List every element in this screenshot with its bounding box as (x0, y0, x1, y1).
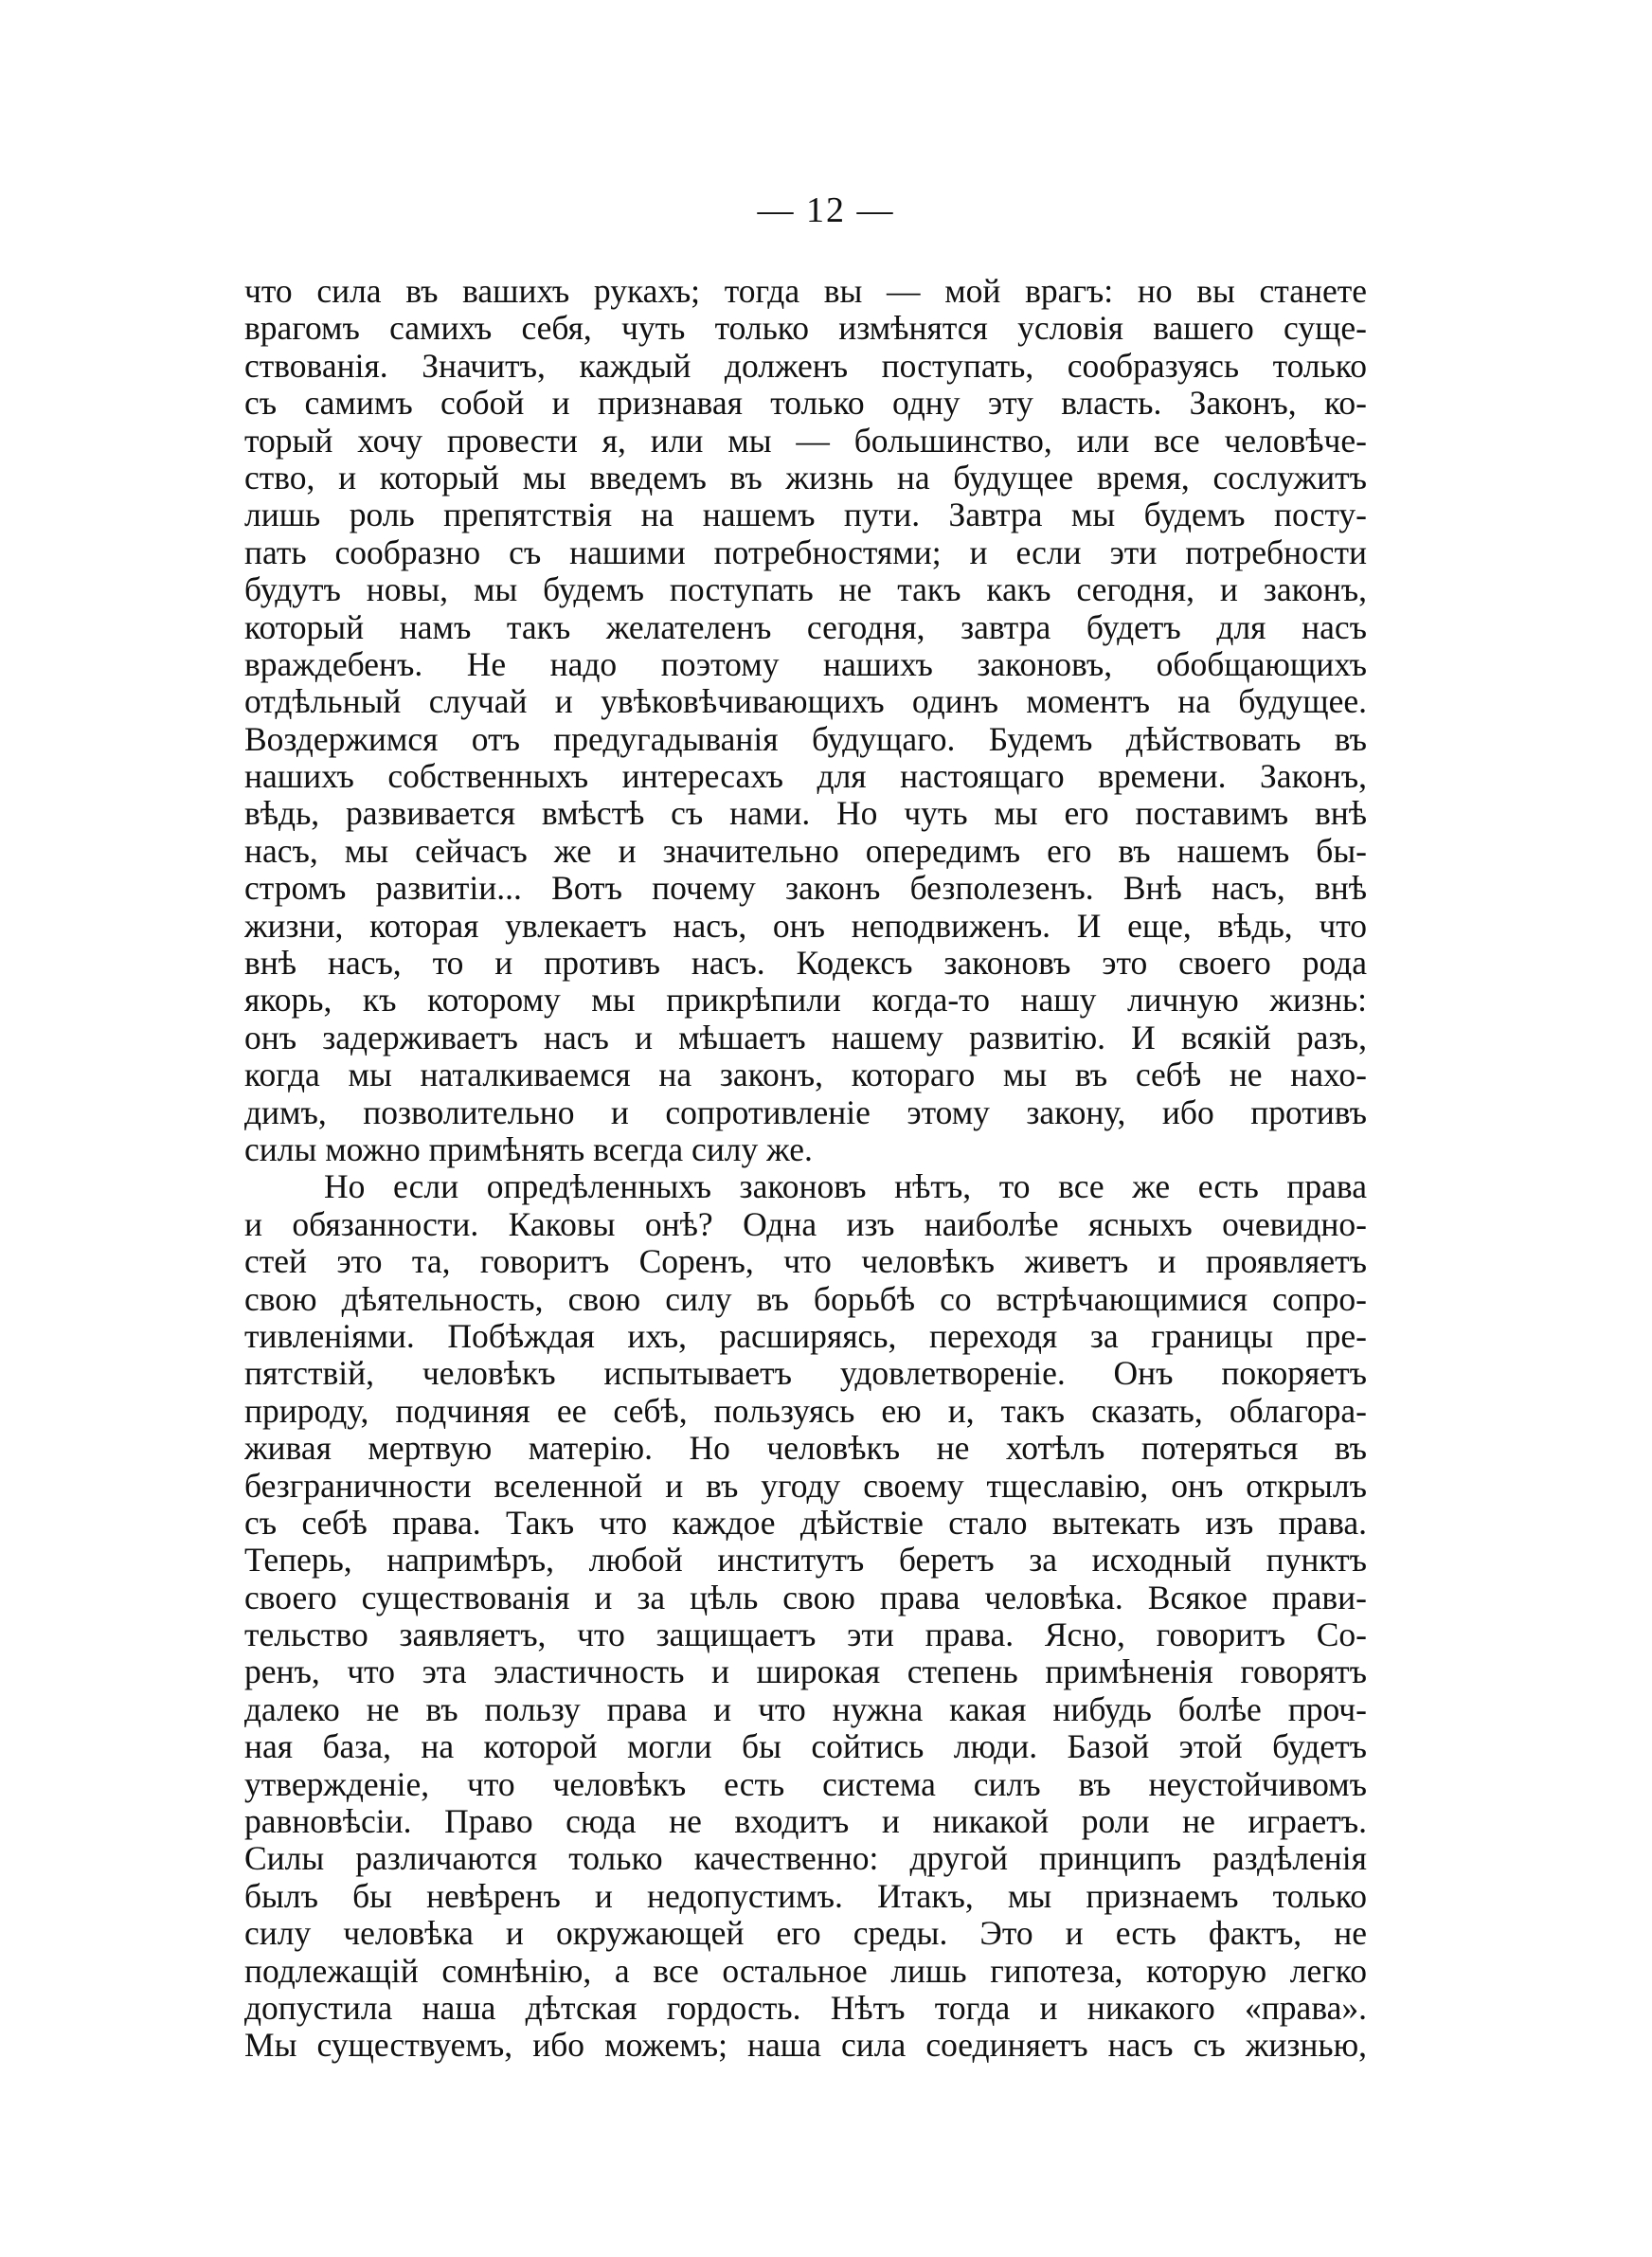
body-text (244, 273, 1367, 2065)
text-line: отдѣльный случай и увѣковѣчивающихъ одинъ моментъ на будущее. (244, 683, 1367, 721)
text-line: нашихъ собственныхъ интересахъ для настоящаго времени. Законъ, (244, 758, 1367, 796)
text-line: ствованія. Значитъ, каждый долженъ поступать, сообразуясь только (244, 347, 1367, 385)
text-line: ренъ, что эта эластичность и широкая степень примѣненія говорятъ (244, 1653, 1367, 1691)
text-line: димъ, позволительно и сопротивленіе этому закону, ибо противъ (244, 1093, 1367, 1131)
text-line: съ самимъ собой и признавая только одну эту власть. Законъ, ко- (244, 385, 1367, 423)
text-line: далеко не въ пользу права и что нужна какая нибудь болѣе проч- (244, 1690, 1367, 1728)
text-line: Воздержимся отъ предугадыванія будущаго. Будемъ дѣйствовать въ (244, 720, 1367, 758)
text-line: Но если опредѣленныхъ законовъ нѣтъ, то все же есть права (324, 1168, 1367, 1206)
text-line: равновѣсіи. Право сюда не входитъ и никакой роли не играетъ. (244, 1803, 1367, 1841)
text-line: свою дѣятельность, свою силу въ борьбѣ со встрѣчающимися сопро- (244, 1280, 1367, 1318)
text-line: стромъ развитіи... Вотъ почему законъ безполезенъ. Внѣ насъ, внѣ (244, 870, 1367, 908)
text-line: ство, и который мы введемъ въ жизнь на будущее время, сослужитъ (244, 459, 1367, 497)
text-line: что сила въ вашихъ рукахъ; тогда вы — мой врагъ: но вы станете (244, 273, 1367, 310)
text-line: который намъ такъ желателенъ сегодня, завтра будетъ для насъ (244, 608, 1367, 646)
text-line: своего существованія и за цѣль свою права человѣка. Всякое прави- (244, 1579, 1367, 1616)
paragraph (244, 1168, 1367, 2064)
text-line: живая мертвую матерію. Но человѣкъ не хотѣлъ потеряться въ (244, 1430, 1367, 1468)
text-line: безграничности вселенной и въ угоду своему тщеславію, онъ открылъ (244, 1467, 1367, 1505)
text-line: вѣдь, развивается вмѣстѣ съ нами. Но чуть мы его поставимъ внѣ (244, 795, 1367, 833)
text-line: допустила наша дѣтская гордость. Нѣтъ тогда и никакого «права». (244, 1989, 1367, 2027)
text-line: съ себѣ права. Такъ что каждое дѣйствіе стало вытекать изъ права. (244, 1504, 1367, 1542)
text-line: утвержденіе, что человѣкъ есть система силъ въ неустойчивомъ (244, 1765, 1367, 1803)
text-line: внѣ насъ, то и противъ насъ. Кодексъ законовъ это своего рода (244, 945, 1367, 983)
text-line: тельство заявляетъ, что защищаетъ эти права. Ясно, говоритъ Со- (244, 1616, 1367, 1654)
text-line: когда мы наталкиваемся на законъ, котораго мы въ себѣ не нахо- (244, 1056, 1367, 1094)
text-line: силы можно примѣнять всегда силу же. (244, 1130, 813, 1168)
text-line: будутъ новы, мы будемъ поступать не такъ какъ сегодня, и законъ, (244, 571, 1367, 609)
text-line: тивленіями. Побѣждая ихъ, расширяясь, переходя за границы пре- (244, 1317, 1367, 1355)
text-line: и обязанности. Каковы онѣ? Одна изъ наиболѣе ясныхъ очевидно- (244, 1205, 1367, 1243)
text-line: враждебенъ. Не надо поэтому нашихъ законовъ, обобщающихъ (244, 645, 1367, 683)
text-line: природу, подчиняя ее себѣ, пользуясь ею и, такъ сказать, облагора- (244, 1392, 1367, 1430)
text-line: торый хочу провести я, или мы — большинство, или все человѣче- (244, 422, 1367, 460)
text-line: пать сообразно съ нашими потребностями; и если эти потребности (244, 533, 1367, 571)
text-line: Мы существуемъ, ибо можемъ; наша сила соединяетъ насъ съ жизнью, (244, 2027, 1367, 2065)
text-line: Теперь, напримѣръ, любой институтъ беретъ за исходный пунктъ (244, 1542, 1367, 1580)
text-line: былъ бы невѣренъ и недопустимъ. Итакъ, мы признаемъ только (244, 1877, 1367, 1915)
page-number: — 12 — (757, 190, 895, 230)
paragraph (244, 273, 1367, 1168)
text-line: силу человѣка и окружающей его среды. Это и есть фактъ, не (244, 1915, 1367, 1953)
text-line: лишь роль препятствія на нашемъ пути. Завтра мы будемъ посту- (244, 497, 1367, 534)
text-line: жизни, которая увлекаетъ насъ, онъ неподвиженъ. И еще, вѣдь, что (244, 907, 1367, 945)
text-line: стей это та, говоритъ Соренъ, что человѣкъ живетъ и проявляетъ (244, 1243, 1367, 1281)
text-line: онъ задерживаетъ насъ и мѣшаетъ нашему развитію. И всякій разъ, (244, 1019, 1367, 1056)
text-line: подлежащій сомнѣнію, а все остальное лишь гипотеза, которую легко (244, 1952, 1367, 1990)
text-line: врагомъ самихъ себя, чуть только измѣнятся условія вашего суще- (244, 310, 1367, 348)
text-line: Силы различаются только качественно: другой принципъ раздѣленія (244, 1840, 1367, 1878)
text-line: ная база, на которой могли бы сойтись люди. Базой этой будетъ (244, 1728, 1367, 1766)
text-line: пятствій, человѣкъ испытываетъ удовлетвореніе. Онъ покоряетъ (244, 1355, 1367, 1393)
text-line: якорь, къ которому мы прикрѣпили когда-то нашу личную жизнь: (244, 982, 1367, 1020)
text-line: насъ, мы сейчасъ же и значительно опередимъ его въ нашемъ бы- (244, 832, 1367, 870)
